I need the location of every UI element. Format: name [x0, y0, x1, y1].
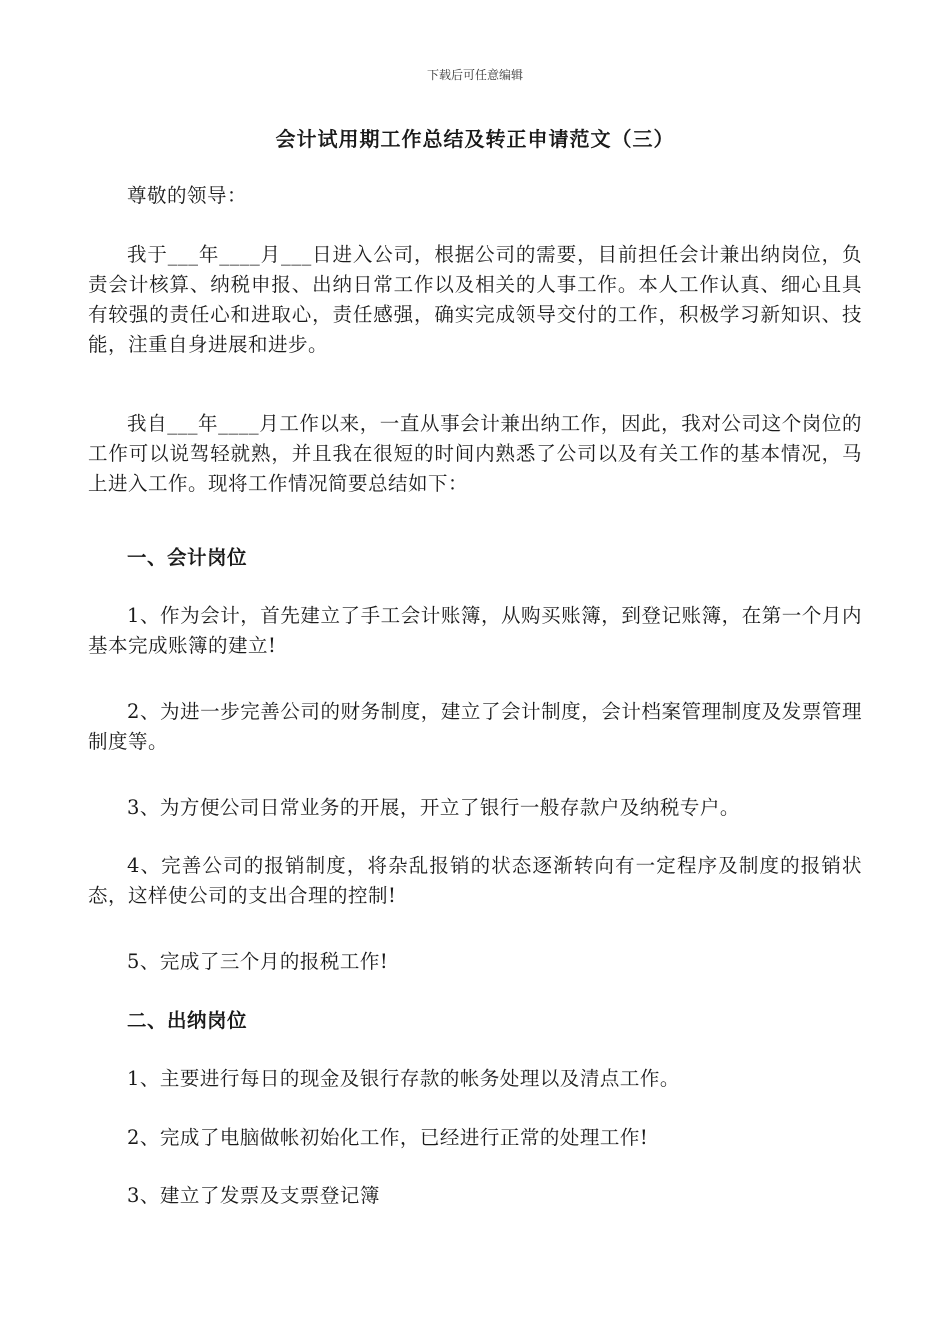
- section-heading-cashier: 二、出纳岗位: [127, 1009, 248, 1032]
- accounting-item-1: 1、作为会计，首先建立了手工会计账簿，从购买账簿，到登记账簿，在第一个月内基本完成账簿的建立!: [88, 604, 862, 657]
- accounting-item-2: 2、为进一步完善公司的财务制度，建立了会计制度，会计档案管理制度及发票管理制度等。: [88, 700, 862, 753]
- salutation: 尊敬的领导：: [127, 184, 248, 207]
- accounting-item-4: 4、完善公司的报销制度，将杂乱报销的状态逐渐转向有一定程序及制度的报销状态，这样使公司的支出合理的控制!: [88, 854, 862, 907]
- accounting-item-3: 3、为方便公司日常业务的开展，开立了银行一般存款户及纳税专户。: [127, 796, 740, 819]
- paragraph-2: 我自___年____月工作以来，一直从事会计兼出纳工作，因此，我对公司这个岗位的工作可以说驾轻就熟，并且我在很短的时间内熟悉了公司以及有关工作的基本情况，马上进入工作。现将工作情况简要总结如下：: [88, 412, 862, 495]
- cashier-item-3: 3、建立了发票及支票登记簿: [127, 1184, 380, 1207]
- paragraph-1: 我于___年____月___日进入公司，根据公司的需要，目前担任会计兼出纳岗位，负责会计核算、纳税申报、出纳日常工作以及相关的人事工作。本人工作认真、细心且具有较强的责任心和进取心，责任感强，确实完成领导交付的工作，积极学习新知识、技能，注重自身进展和进步。: [88, 243, 862, 356]
- cashier-item-2: 2、完成了电脑做帐初始化工作，已经进行正常的处理工作!: [127, 1126, 649, 1149]
- section-heading-accounting: 一、会计岗位: [127, 546, 248, 569]
- header-note: 下载后可任意编辑: [426, 68, 523, 82]
- cashier-item-1: 1、主要进行每日的现金及银行存款的帐务处理以及清点工作。: [127, 1067, 680, 1090]
- document-title: 会计试用期工作总结及转正申请范文（三）: [275, 127, 675, 151]
- accounting-item-5: 5、完成了三个月的报税工作!: [127, 950, 389, 973]
